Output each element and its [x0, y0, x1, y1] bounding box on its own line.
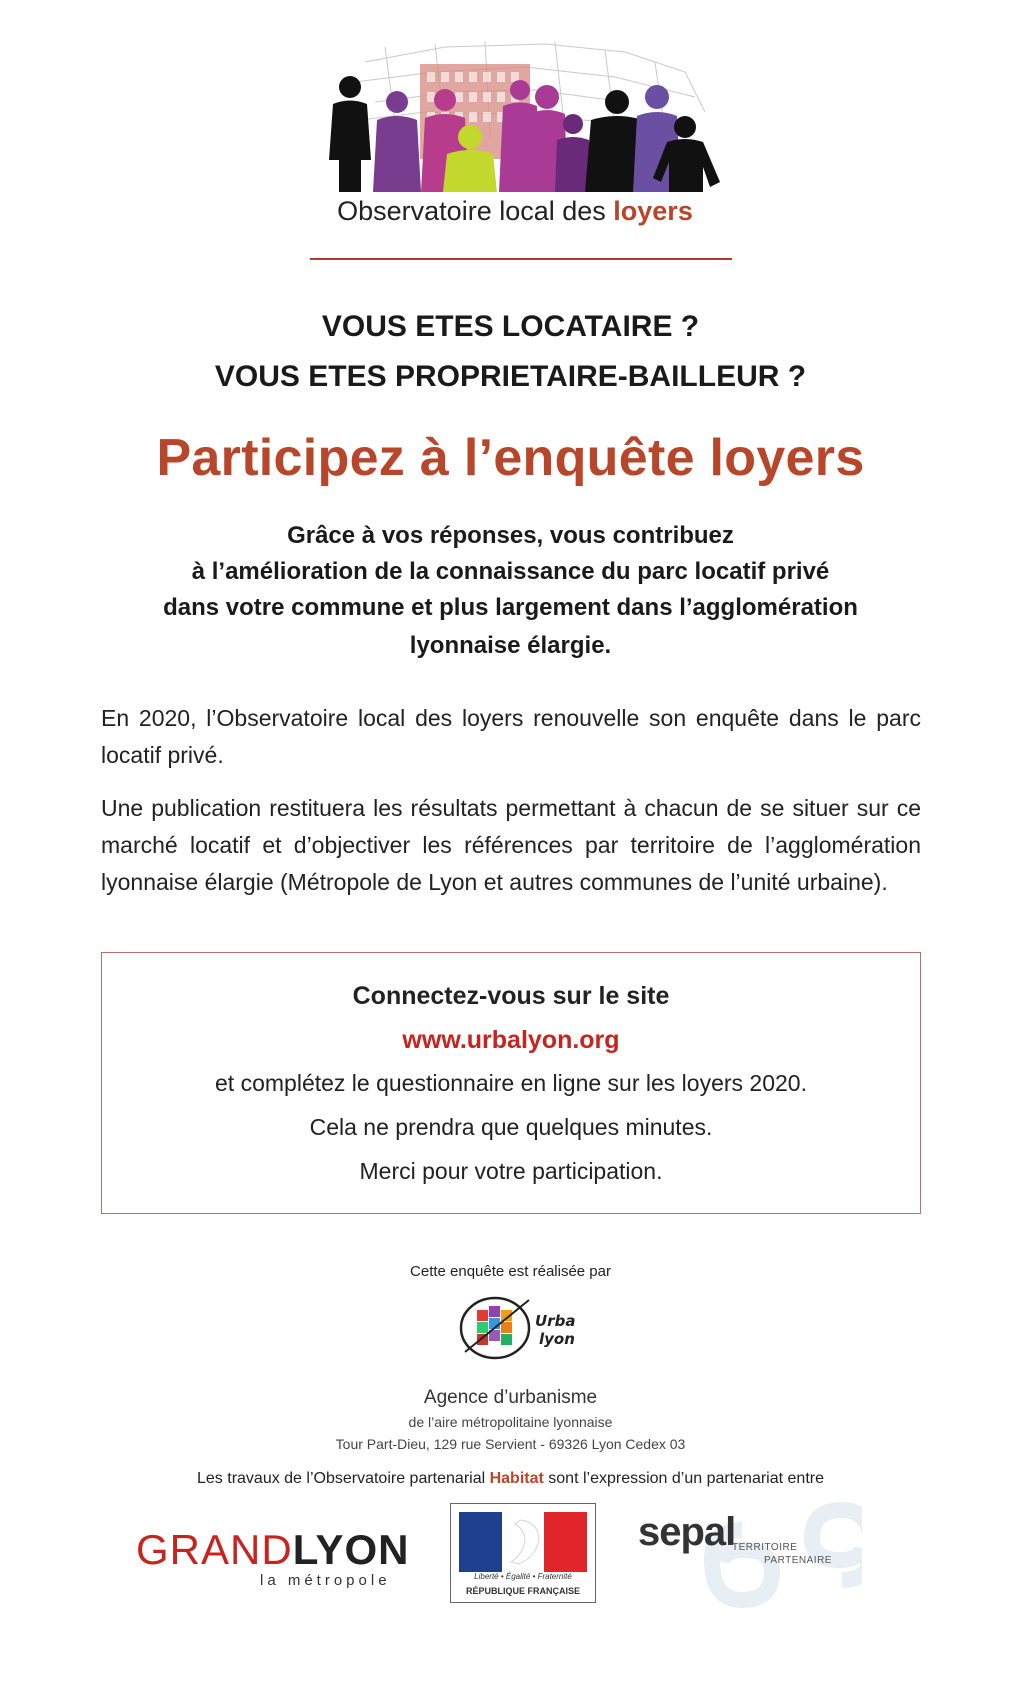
sepal-tagline-1: TERRITOIRE — [732, 1542, 798, 1553]
rf-motto: Liberté • Égalité • Fraternité — [474, 1572, 572, 1581]
partners-text-highlight: Habitat — [489, 1470, 544, 1487]
urbalyon-logo — [455, 1292, 580, 1364]
brand-highlight-text: loyers — [613, 196, 693, 226]
lead-line-4: lyonnaise élargie. — [409, 632, 612, 659]
agency-name: Agence d’urbanisme — [423, 1387, 598, 1408]
grandlyon-wordmark — [136, 1526, 410, 1574]
lead-line-2: à l’amélioration de la connaissance du parc locatif privé — [191, 558, 830, 585]
urbalyon-logo-top: Urba — [535, 1312, 576, 1330]
sepal-logo — [632, 1500, 862, 1610]
brand-regular-text: Observatoire local des — [337, 196, 614, 226]
body-paragraph-2: Une publication restituera les résultats permettant à chacun de se situer sur ce marché locatif et d’objectiver les références par territoire de l’agglomération lyonnaise élargie (Métropole de Lyon et autres communes de l’unité urbaine). — [101, 795, 921, 895]
rf-name: RÉPUBLIQUE FRANÇAISE — [465, 1586, 580, 1596]
cta-line-questionnaire: et complétez le questionnaire en ligne sur les loyers 2020. — [215, 1070, 807, 1096]
lead-line-1: Grâce à vos réponses, vous contribuez — [287, 522, 734, 549]
website-link[interactable]: www.urbalyon.org — [402, 1026, 620, 1054]
agency-address: Tour Part-Dieu, 129 rue Servient - 69326 Lyon Cedex 03 — [335, 1436, 686, 1452]
body-paragraph-1: En 2020, l’Observatoire local des loyers renouvelle son enquête dans le parc locatif privé. — [101, 705, 921, 768]
cta-line-duration: Cela ne prendra que quelques minutes. — [309, 1114, 713, 1140]
agency-subtitle: de l’aire métropolitaine lyonnaise — [408, 1414, 613, 1430]
partners-statement — [0, 1470, 1021, 1488]
partners-text-before: Les travaux de l’Observatoire partenarial — [197, 1470, 490, 1487]
header-divider — [310, 258, 732, 260]
sepal-tagline-2: PARTENAIRE — [764, 1555, 832, 1566]
republique-francaise-logo — [450, 1503, 596, 1603]
sepal-wordmark: sepal — [638, 1510, 736, 1554]
grandlyon-grand: GRAND — [136, 1526, 293, 1573]
marianne-flag-icon — [459, 1512, 587, 1572]
headline: Participez à l’enquête loyers — [156, 429, 865, 487]
cta-title: Connectez-vous sur le site — [352, 982, 670, 1010]
lead-line-3: dans votre commune et plus largement dans l’agglomération — [163, 594, 858, 621]
grandlyon-subtitle: la métropole — [260, 1572, 391, 1589]
grandlyon-logo — [136, 1526, 410, 1594]
cta-line-thanks: Merci pour votre participation. — [359, 1158, 663, 1184]
urbalyon-logo-bottom: lyon — [539, 1330, 575, 1348]
observatoire-logo-illustration — [325, 42, 720, 192]
grandlyon-lyon: LYON — [292, 1526, 410, 1573]
question-tenant: VOUS ETES LOCATAIRE ? — [321, 310, 700, 343]
partners-text-after: sont l’expression d’un partenariat entre — [543, 1470, 824, 1487]
observatoire-brand-title — [300, 196, 730, 227]
made-by-text: Cette enquête est réalisée par — [410, 1263, 611, 1280]
question-landlord: VOUS ETES PROPRIETAIRE-BAILLEUR ? — [214, 360, 807, 393]
